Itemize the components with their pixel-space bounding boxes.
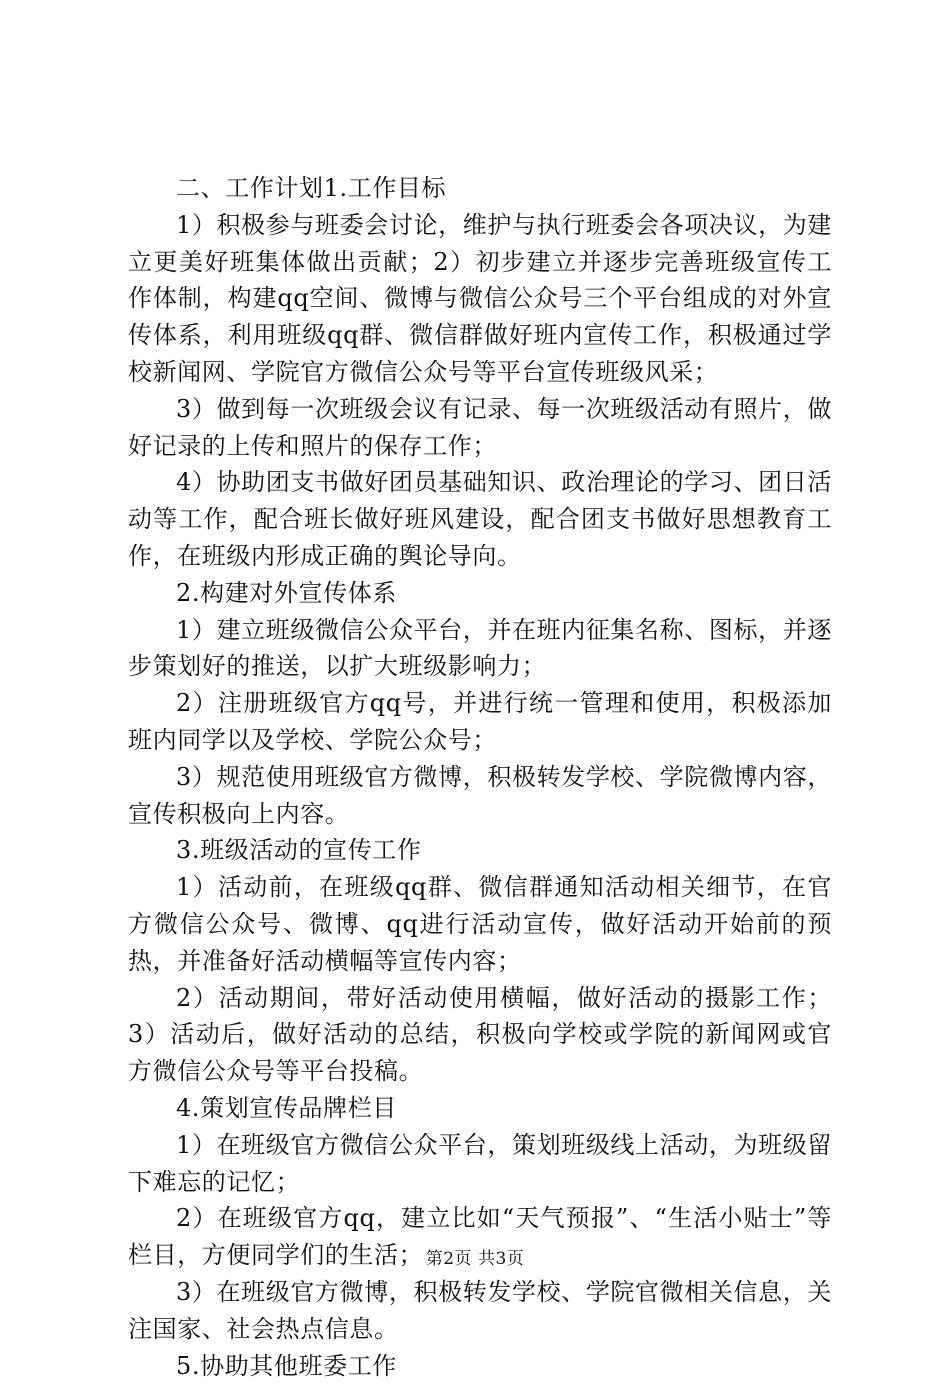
paragraph: 2）注册班级官方qq号，并进行统一管理和使用，积极添加班内同学以及学校、学院公众号； xyxy=(128,685,832,759)
subsection-heading: 5.协助其他班委工作 xyxy=(128,1348,832,1384)
document-body xyxy=(128,170,832,1384)
paragraph: 4）协助团支书做好团员基础知识、政治理论的学习、团日活动等工作，配合班长做好班风建设，配合团支书做好思想教育工作，在班级内形成正确的舆论导向。 xyxy=(128,464,832,574)
paragraph: 1）建立班级微信公众平台，并在班内征集名称、图标，并逐步策划好的推送，以扩大班级影响力； xyxy=(128,612,832,686)
paragraph: 3）做到每一次班级会议有记录、每一次班级活动有照片，做好记录的上传和照片的保存工作； xyxy=(128,391,832,465)
paragraph: 3）规范使用班级官方微博，积极转发学校、学院微博内容，宣传积极向上内容。 xyxy=(128,759,832,833)
paragraph: 1）积极参与班委会讨论，维护与执行班委会各项决议，为建立更美好班集体做出贡献；2）初步建立并逐步完善班级宣传工作体制，构建qq空间、微博与微信公众号三个平台组成的对外宣传体系，利用班级qq群、微信群做好班内宣传工作，积极通过学校新闻网、学院官方微信公众号等平台宣传班级风采； xyxy=(128,207,832,391)
paragraph: 2）在班级官方qq，建立比如“天气预报”、“生活小贴士”等栏目，方便同学们的生活； xyxy=(128,1200,832,1274)
paragraph: 3）在班级官方微博，积极转发学校、学院官微相关信息，关注国家、社会热点信息。 xyxy=(128,1274,832,1348)
section-heading-work-plan: 二、工作计划1.工作目标 xyxy=(128,170,832,207)
subsection-heading: 3.班级活动的宣传工作 xyxy=(128,832,832,869)
subsection-heading: 4.策划宣传品牌栏目 xyxy=(128,1090,832,1127)
paragraph: 1）活动前，在班级qq群、微信群通知活动相关细节，在官方微信公众号、微博、qq进行活动宣传，做好活动开始前的预热，并准备好活动横幅等宣传内容； xyxy=(128,869,832,979)
page-number-footer: 第2页 共3页 xyxy=(0,1244,950,1269)
subsection-heading: 2.构建对外宣传体系 xyxy=(128,575,832,612)
paragraph: 2）活动期间，带好活动使用横幅，做好活动的摄影工作；3）活动后，做好活动的总结，积极向学校或学院的新闻网或官方微信公众号等平台投稿。 xyxy=(128,980,832,1090)
paragraph: 1）在班级官方微信公众平台，策划班级线上活动，为班级留下难忘的记忆； xyxy=(128,1127,832,1201)
